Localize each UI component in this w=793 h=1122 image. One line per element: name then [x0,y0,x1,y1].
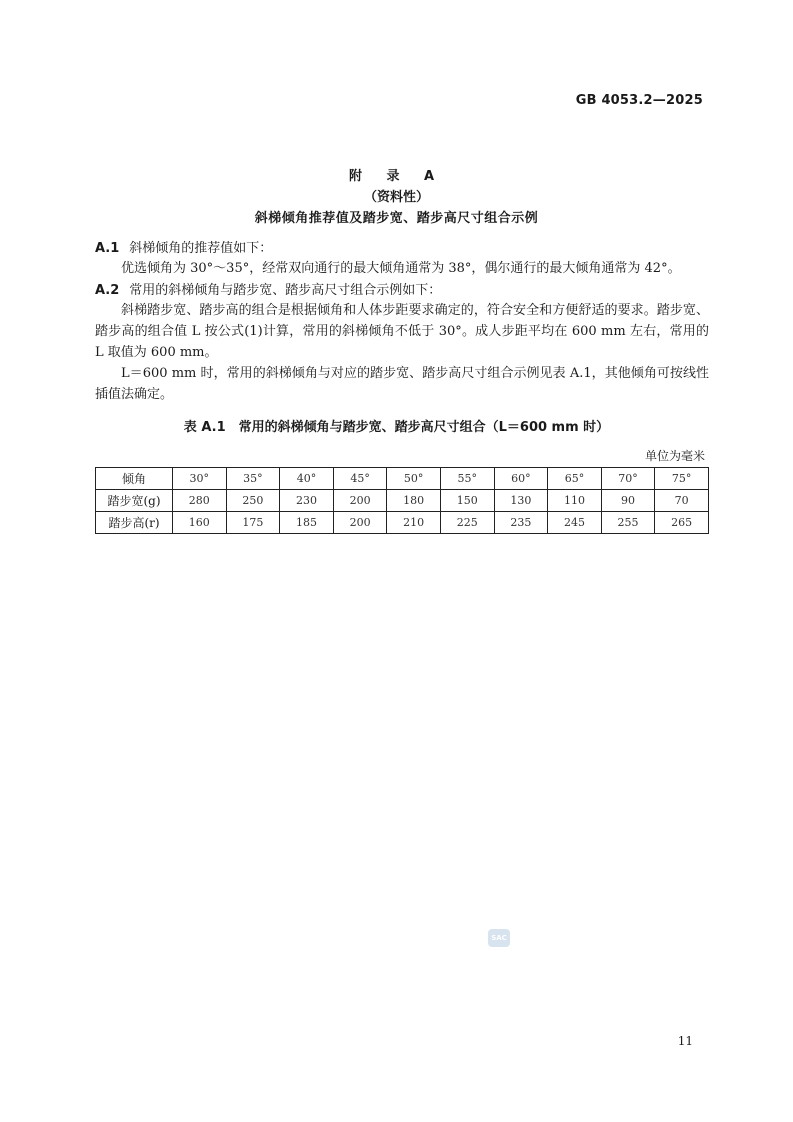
clause-title: 斜梯倾角的推荐值如下： [129,241,273,256]
table-cell: 130 [494,490,548,512]
table-cell: 30° [173,468,227,490]
table-cell: 280 [173,490,227,512]
clause-number: A.1 [95,241,120,256]
table-unit-note: 单位为毫米 [644,449,705,463]
table-cell: 265 [655,512,709,534]
appendix-title: 附 录 A [348,169,445,184]
table-cell: 75° [655,468,709,490]
table-cell: 150 [440,490,494,512]
table-cell: 185 [280,512,334,534]
table-cell: 250 [226,490,280,512]
table-cell: 90 [601,490,655,512]
table-cell: 230 [280,490,334,512]
clause-a1-heading [95,237,272,256]
table-cell: 70° [601,468,655,490]
table-cell: 180 [387,490,441,512]
clause-a2-paragraph-2: L＝600 mm 时，常用的斜梯倾角与对应的踏步宽、踏步高尺寸组合示例见表 A.1，其他倾角可按线性插值法确定。 [95,366,709,402]
table-cell: 200 [333,490,387,512]
clause-a1-paragraph: 优选倾角为 30°～35°，经常双向通行的最大倾角通常为 38°，偶尔通行的最大倾角通常为 42°。 [121,261,681,276]
table-cell: 245 [548,512,602,534]
table-cell: 45° [333,468,387,490]
table-cell: 200 [333,512,387,534]
table-cell: 70 [655,490,709,512]
table-cell: 60° [494,468,548,490]
table-row-label: 踏步宽(g) [96,490,173,512]
standard-code: GB 4053.2—2025 [575,93,703,108]
table-cell: 235 [494,512,548,534]
clause-a2-paragraph-1: 斜梯踏步宽、踏步高的组合是根据倾角和人体步距要求确定的，符合安全和方便舒适的要求。踏步宽、踏步高的组合值 L 按公式(1)计算，常用的斜梯倾角不低于 30°。成人步距平均在 600 mm 左右，常用的 L 取值为 600 mm。 [95,303,709,360]
table-cell: 225 [440,512,494,534]
table-cell: 35° [226,468,280,490]
table-row-label: 倾角 [96,468,173,490]
table-cell: 65° [548,468,602,490]
page-number: 11 [677,1034,693,1048]
table-cell: 175 [226,512,280,534]
clause-title: 常用的斜梯倾角与踏步宽、踏步高尺寸组合示例如下： [129,283,442,298]
table-row [96,490,709,512]
stair-dimension-table [95,467,709,534]
table-cell: 40° [280,468,334,490]
table-row [96,468,709,490]
table-cell: 55° [440,468,494,490]
table-cell: 110 [548,490,602,512]
table-cell: 210 [387,512,441,534]
table-caption: 表 A.1 常用的斜梯倾角与踏步宽、踏步高尺寸组合（L＝600 mm 时） [183,420,610,435]
table-cell: 50° [387,468,441,490]
appendix-nature: （资料性） [363,190,429,205]
table-cell: 255 [601,512,655,534]
table-row-label: 踏步高(r) [96,512,173,534]
table-cell: 160 [173,512,227,534]
table-row [96,512,709,534]
clause-number: A.2 [95,283,120,298]
sac-watermark-logo: SAC [488,929,510,947]
clause-a2-heading [95,279,441,298]
appendix-subject: 斜梯倾角推荐值及踏步宽、踏步高尺寸组合示例 [254,211,539,226]
